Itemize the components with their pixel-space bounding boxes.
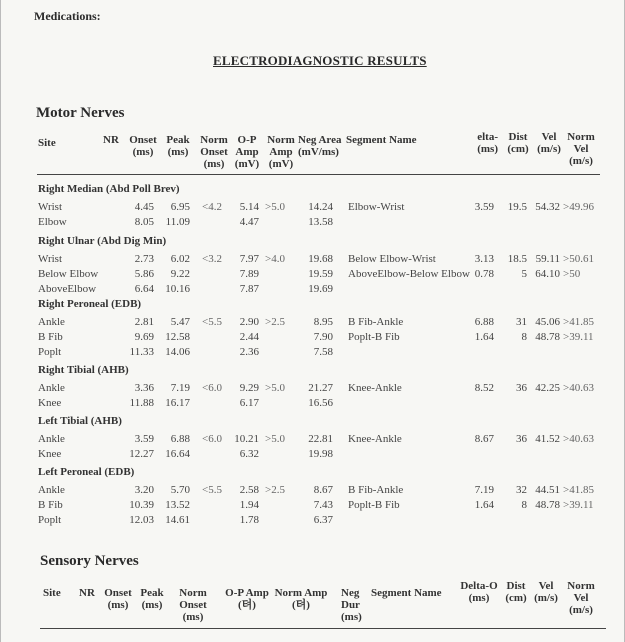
- cell-area: 7.90: [313, 331, 333, 343]
- cell-area: 7.58: [313, 346, 333, 358]
- cell-norm-onset: <3.2: [202, 253, 222, 265]
- col-nr: NR: [103, 134, 119, 146]
- cell-delta: 7.19: [474, 484, 494, 496]
- cell-dist: 36: [516, 433, 527, 445]
- row-site: Knee: [38, 448, 62, 460]
- cell-amp: 7.87: [239, 283, 259, 295]
- cell-onset: 4.45: [134, 201, 154, 213]
- row-site: Wrist: [38, 201, 62, 213]
- cell-norm-amp: >5.0: [265, 433, 285, 445]
- cell-segment: B Fib-Ankle: [348, 484, 404, 496]
- cell-area: 7.43: [313, 499, 333, 511]
- cell-norm-amp: >2.5: [265, 484, 285, 496]
- cell-norm-vel: >41.85: [563, 484, 594, 496]
- cell-area: 19.59: [308, 268, 333, 280]
- cell-vel: 45.06: [535, 316, 560, 328]
- cell-norm-vel: >49.96: [563, 201, 594, 213]
- sensory-col-norm-onset: Norm Onset (ms): [179, 587, 207, 623]
- nerve-group-title: Right Tibial (AHB): [38, 364, 129, 376]
- cell-peak: 6.88: [170, 433, 190, 445]
- sensory-col-norm-amp: Norm Amp (텨): [274, 587, 328, 611]
- cell-area: 14.24: [308, 201, 333, 213]
- cell-peak: 5.47: [170, 316, 190, 328]
- cell-amp: 6.17: [239, 397, 259, 409]
- cell-norm-onset: <5.5: [202, 484, 222, 496]
- row-site: Ankle: [38, 316, 65, 328]
- col-vel: Vel (m/s): [537, 131, 561, 155]
- cell-area: 19.98: [308, 448, 333, 460]
- cell-amp: 1.78: [239, 514, 259, 526]
- cell-dist: 36: [516, 382, 527, 394]
- cell-onset: 3.20: [134, 484, 154, 496]
- cell-delta: 1.64: [474, 331, 494, 343]
- cell-norm-vel: >39.11: [563, 499, 594, 511]
- sensory-section-title: Sensory Nerves: [40, 553, 139, 569]
- cell-peak: 13.52: [165, 499, 190, 511]
- cell-area: 19.69: [308, 283, 333, 295]
- row-site: Knee: [38, 397, 62, 409]
- sensory-col-delta: Delta-O (ms): [460, 580, 498, 604]
- row-site: Poplt: [38, 514, 62, 526]
- cell-peak: 7.19: [170, 382, 190, 394]
- col-onset: Onset (ms): [129, 134, 157, 158]
- cell-amp: 4.47: [239, 216, 259, 228]
- motor-section-title: Motor Nerves: [36, 105, 125, 121]
- cell-vel: 41.52: [535, 433, 560, 445]
- cell-area: 16.56: [308, 397, 333, 409]
- col-neg-area: Neg Area (mV/ms): [298, 134, 342, 158]
- cell-vel: 48.78: [535, 331, 560, 343]
- cell-amp: 9.29: [239, 382, 259, 394]
- cell-peak: 9.22: [170, 268, 190, 280]
- row-site: Ankle: [38, 433, 65, 445]
- cell-onset: 2.81: [134, 316, 154, 328]
- cell-delta: 0.78: [474, 268, 494, 280]
- cell-delta: 8.52: [474, 382, 494, 394]
- cell-peak: 14.61: [165, 514, 190, 526]
- col-norm-amp: Norm Amp (mV): [267, 134, 295, 170]
- cell-amp: 2.44: [239, 331, 259, 343]
- sensory-col-op-amp: O-P Amp (텨): [225, 587, 269, 611]
- row-site: AboveElbow: [38, 283, 97, 295]
- cell-norm-amp: >5.0: [265, 201, 285, 213]
- sensory-col-vel: Vel (m/s): [534, 580, 558, 604]
- sensory-col-segment: Segment Name: [371, 587, 442, 599]
- sensory-col-site: Site: [43, 587, 61, 599]
- cell-segment: Knee-Ankle: [348, 382, 402, 394]
- cell-onset: 12.27: [129, 448, 154, 460]
- cell-segment: Poplt-B Fib: [348, 331, 400, 343]
- row-site: Below Elbow: [38, 268, 99, 280]
- cell-amp: 1.94: [239, 499, 259, 511]
- col-norm-vel: Norm Vel (m/s): [567, 131, 595, 167]
- cell-onset: 3.36: [134, 382, 154, 394]
- page-border-left: [0, 0, 1, 642]
- cell-dist: 19.5: [507, 201, 527, 213]
- sensory-col-nr: NR: [79, 587, 95, 599]
- cell-amp: 5.14: [239, 201, 259, 213]
- cell-peak: 14.06: [165, 346, 190, 358]
- nerve-group-title: Right Peroneal (EDB): [38, 298, 142, 310]
- cell-dist: 31: [516, 316, 527, 328]
- cell-area: 22.81: [308, 433, 333, 445]
- cell-amp: 6.32: [239, 448, 259, 460]
- cell-vel: 44.51: [535, 484, 560, 496]
- col-peak: Peak (ms): [166, 134, 190, 158]
- cell-norm-onset: <4.2: [202, 201, 222, 213]
- cell-peak: 16.64: [165, 448, 190, 460]
- col-site: Site: [38, 137, 56, 149]
- cell-vel: 64.10: [535, 268, 560, 280]
- cell-amp: 7.97: [239, 253, 259, 265]
- cell-norm-vel: >40.63: [563, 433, 594, 445]
- cell-amp: 2.90: [239, 316, 259, 328]
- cell-peak: 5.70: [170, 484, 190, 496]
- cell-peak: 16.17: [165, 397, 190, 409]
- cell-area: 21.27: [308, 382, 333, 394]
- cell-onset: 12.03: [129, 514, 154, 526]
- cell-norm-vel: >41.85: [563, 316, 594, 328]
- cell-segment: Below Elbow-Wrist: [348, 253, 436, 265]
- cell-area: 8.95: [313, 316, 333, 328]
- sensory-col-dist: Dist (cm): [505, 580, 527, 604]
- row-site: B Fib: [38, 499, 63, 511]
- motor-header-rule: [37, 174, 600, 175]
- cell-onset: 11.88: [129, 397, 154, 409]
- col-dist: Dist (cm): [507, 131, 529, 155]
- cell-vel: 54.32: [535, 201, 560, 213]
- cell-peak: 6.95: [170, 201, 190, 213]
- cell-delta: 3.59: [474, 201, 494, 213]
- cell-peak: 11.09: [165, 216, 190, 228]
- cell-dist: 18.5: [507, 253, 527, 265]
- cell-onset: 5.86: [134, 268, 154, 280]
- col-delta: elta- (ms): [477, 131, 498, 155]
- col-segment: Segment Name: [346, 134, 417, 146]
- nerve-group-title: Left Tibial (AHB): [38, 415, 122, 427]
- cell-area: 13.58: [308, 216, 333, 228]
- sensory-col-peak: Peak (ms): [140, 587, 164, 611]
- cell-norm-onset: <6.0: [202, 382, 222, 394]
- cell-norm-vel: >50.61: [563, 253, 594, 265]
- cell-area: 19.68: [308, 253, 333, 265]
- cell-segment: Poplt-B Fib: [348, 499, 400, 511]
- cell-vel: 42.25: [535, 382, 560, 394]
- sensory-col-neg-dur: Neg Dur (ms): [341, 587, 362, 623]
- medications-label: Medications:: [34, 9, 101, 23]
- nerve-group-title: Right Ulnar (Abd Dig Min): [38, 235, 167, 247]
- row-site: B Fib: [38, 331, 63, 343]
- cell-amp: 2.36: [239, 346, 259, 358]
- cell-norm-vel: >50: [563, 268, 581, 280]
- cell-amp: 7.89: [239, 268, 259, 280]
- cell-norm-vel: >39.11: [563, 331, 594, 343]
- cell-onset: 6.64: [134, 283, 154, 295]
- cell-dist: 32: [516, 484, 527, 496]
- cell-delta: 1.64: [474, 499, 494, 511]
- row-site: Poplt: [38, 346, 62, 358]
- cell-dist: 8: [521, 499, 527, 511]
- cell-delta: 3.13: [474, 253, 494, 265]
- cell-norm-onset: <5.5: [202, 316, 222, 328]
- cell-norm-amp: >4.0: [265, 253, 285, 265]
- col-norm-onset: Norm Onset (ms): [200, 134, 228, 170]
- row-site: Wrist: [38, 253, 62, 265]
- cell-onset: 3.59: [134, 433, 154, 445]
- cell-vel: 48.78: [535, 499, 560, 511]
- cell-onset: 10.39: [129, 499, 154, 511]
- cell-area: 8.67: [313, 484, 333, 496]
- cell-norm-amp: >5.0: [265, 382, 285, 394]
- cell-segment: Knee-Ankle: [348, 433, 402, 445]
- cell-dist: 8: [521, 331, 527, 343]
- sensory-header-rule: [40, 628, 606, 629]
- sensory-col-onset: Onset (ms): [104, 587, 132, 611]
- cell-dist: 5: [521, 268, 527, 280]
- cell-area: 6.37: [313, 514, 333, 526]
- nerve-group-title: Right Median (Abd Poll Brev): [38, 183, 180, 195]
- cell-onset: 2.73: [134, 253, 154, 265]
- cell-onset: 9.69: [134, 331, 154, 343]
- cell-peak: 6.02: [170, 253, 190, 265]
- col-op-amp: O-P Amp (mV): [234, 134, 260, 170]
- cell-delta: 8.67: [474, 433, 494, 445]
- cell-norm-vel: >40.63: [563, 382, 594, 394]
- row-site: Elbow: [38, 216, 67, 228]
- row-site: Ankle: [38, 484, 65, 496]
- cell-norm-amp: >2.5: [265, 316, 285, 328]
- cell-amp: 10.21: [234, 433, 259, 445]
- sensory-col-norm-vel: Norm Vel (m/s): [567, 580, 595, 616]
- cell-segment: Elbow-Wrist: [348, 201, 405, 213]
- nerve-group-title: Left Peroneal (EDB): [38, 466, 135, 478]
- row-site: Ankle: [38, 382, 65, 394]
- cell-norm-onset: <6.0: [202, 433, 222, 445]
- cell-segment: B Fib-Ankle: [348, 316, 404, 328]
- cell-onset: 8.05: [134, 216, 154, 228]
- cell-segment: AboveElbow-Below Elbow: [348, 268, 470, 280]
- cell-amp: 2.58: [239, 484, 259, 496]
- cell-onset: 11.33: [129, 346, 154, 358]
- cell-vel: 59.11: [535, 253, 560, 265]
- cell-peak: 10.16: [165, 283, 190, 295]
- report-title: ELECTRODIAGNOSTIC RESULTS: [213, 53, 427, 68]
- cell-delta: 6.88: [474, 316, 494, 328]
- cell-peak: 12.58: [165, 331, 190, 343]
